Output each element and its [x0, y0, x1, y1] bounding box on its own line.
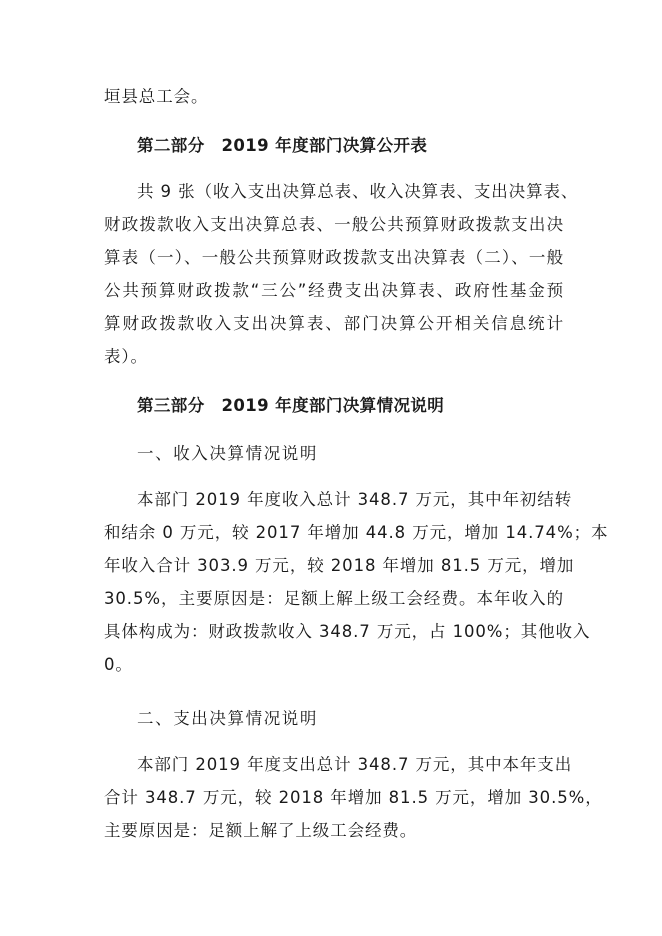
section-2-line-6: 表）。 — [104, 347, 148, 366]
income-heading: 一、收入决算情况说明 — [137, 444, 318, 463]
section-2-line-3: 算表（一）、一般公共预算财政拨款支出决算表（二）、一般 — [104, 248, 564, 267]
income-line-3: 年收入合计 303.9 万元，较 2018 年增加 81.5 万元，增加 — [104, 556, 575, 575]
section-2-line-5: 算财政拨款收入支出决算表、部门决算公开相关信息统计 — [104, 314, 564, 333]
income-line-1: 本部门 2019 年度收入总计 348.7 万元，其中年初结转 — [137, 490, 573, 509]
income-line-4: 30.5%，主要原因是：足额上解上级工会经费。本年收入的 — [104, 589, 564, 608]
section-2-heading: 第二部分 2019 年度部门决算公开表 — [137, 136, 428, 155]
section-2-line-1: 共 9 张（收入支出决算总表、收入决算表、支出决算表、 — [137, 182, 579, 201]
expenditure-line-3: 主要原因是：足额上解了上级工会经费。 — [104, 821, 418, 840]
section-2-line-4: 公共预算财政拨款“三公”经费支出决算表、政府性基金预 — [104, 281, 564, 300]
section-2-line-2: 财政拨款收入支出决算总表、一般公共预算财政拨款支出决 — [104, 215, 564, 234]
income-line-6: 0。 — [104, 655, 133, 674]
expenditure-line-2: 合计 348.7 万元，较 2018 年增加 81.5 万元，增加 30.5%， — [104, 788, 603, 807]
section-3-heading: 第三部分 2019 年度部门决算情况说明 — [137, 396, 445, 415]
expenditure-heading: 二、支出决算情况说明 — [137, 709, 318, 728]
expenditure-line-1: 本部门 2019 年度支出总计 348.7 万元，其中本年支出 — [137, 755, 573, 774]
income-line-5: 具体构成为：财政拨款收入 348.7 万元，占 100%；其他收入 — [104, 622, 591, 641]
income-line-2: 和结余 0 万元，较 2017 年增加 44.8 万元，增加 14.74%；本 — [104, 523, 609, 542]
intro-tail-text: 垣县总工会。 — [104, 87, 209, 106]
